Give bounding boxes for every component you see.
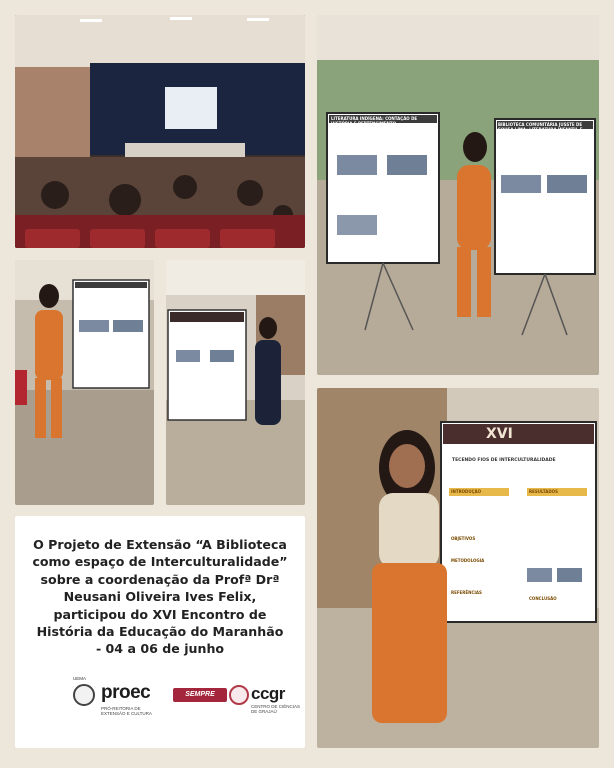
proec-subtitle: PRÓ-REITORIA DE EXTENSÃO E CULTURA: [101, 706, 152, 716]
poster-b-title: BIBLIOTECA COMUNITÁRIA JUSSTE DE SOUSA LIMA: LITERATURA INFANTIL E INTERCULTURALIDADE: [498, 122, 583, 137]
poster-c-section-references: REFERÊNCIAS: [451, 590, 482, 595]
uema-seal-icon: [73, 684, 95, 706]
proec-logo: proec: [101, 682, 151, 703]
auditorium-scene: [15, 15, 305, 248]
presenter-figure-close: [372, 563, 447, 723]
posters-scene: [317, 15, 599, 375]
photo-dark-dress: [166, 260, 305, 505]
partner-logos: [15, 676, 305, 726]
poster-c-section-conclusion: CONCLUSÃO: [529, 596, 557, 601]
ccgr-logo: ccgr: [251, 684, 285, 703]
sempre-logo: SEMPRE: [173, 688, 227, 702]
dark-dress-scene: [166, 260, 305, 505]
poster-c-title: TECENDO FIOS DE INTERCULTURALIDADE: [452, 458, 556, 463]
photo-close-poster: [317, 388, 599, 748]
poster-c-number: XVI: [486, 426, 513, 442]
photo-posters-presenter: [317, 15, 599, 375]
ccgr-subtitle: CENTRO DE CIÊNCIAS DE GRAJAÚ: [251, 704, 301, 714]
poster-a: [327, 113, 439, 263]
ccgr-seal-icon: [229, 685, 249, 705]
poster-a-title: LITERATURA INDÍGENA: CONTAÇÃO DE HISTÓRIA E PERTENCIMENTO: [331, 116, 418, 126]
poster-c-section-objectives: OBJETIVOS: [451, 536, 476, 541]
orange-outfit-scene: [15, 260, 154, 505]
poster-c-section-intro: INTRODUÇÃO: [451, 489, 482, 494]
poster-c-section-method: METODOLOGIA: [451, 558, 485, 563]
caption-card: [15, 516, 305, 748]
event-caption: O Projeto de Extensão “A Biblioteca como espaço de Interculturalidade” sobre a coordenação da Profª Drª Neusani Oliveira Ives Felix, participou do XVI Encontro de História da Educação do Maranhão - 04 a 06 de junho: [32, 537, 288, 657]
close-poster-scene: [317, 388, 599, 748]
poster-c-section-results: RESULTADOS: [529, 489, 558, 494]
photo-orange-outfit: [15, 260, 154, 505]
uema-logo-label: UEMA: [73, 676, 87, 681]
photo-auditorium: [15, 15, 305, 248]
presenter-figure: [457, 165, 491, 250]
poster-b: [495, 119, 595, 274]
